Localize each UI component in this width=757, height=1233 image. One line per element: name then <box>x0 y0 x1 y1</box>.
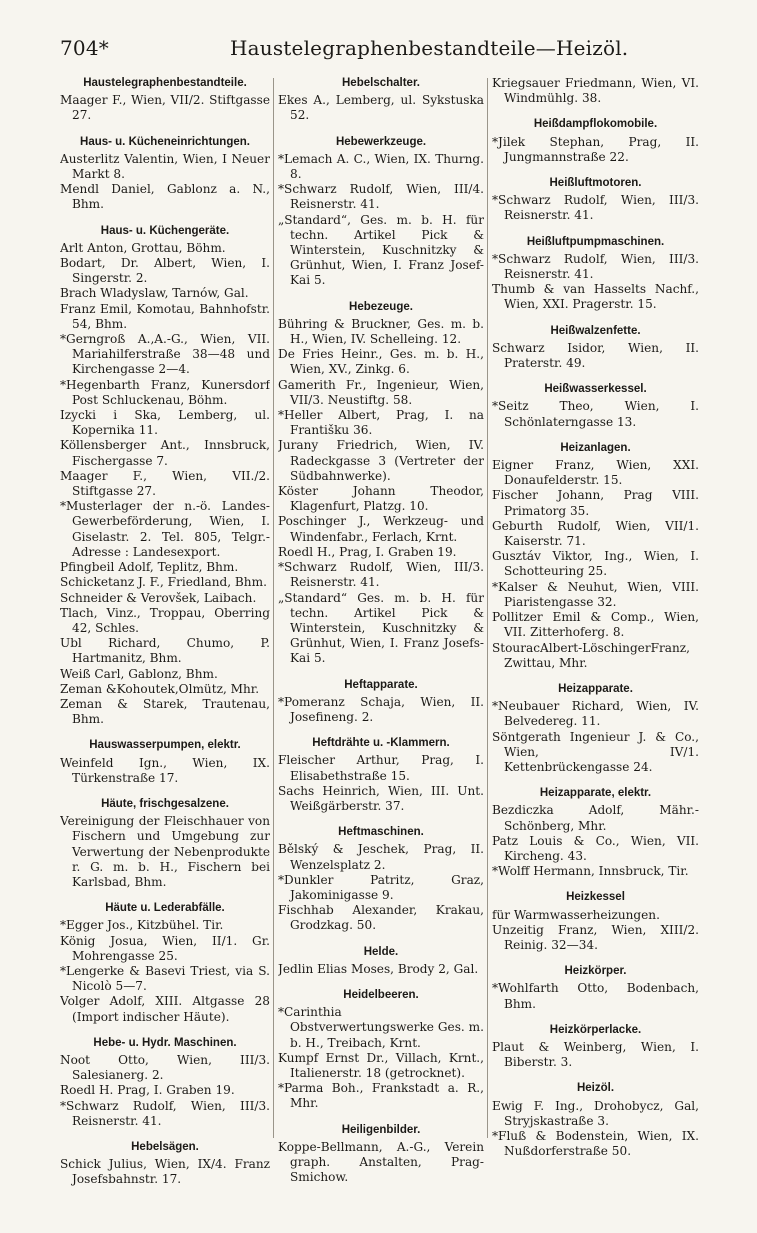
section-heading: Heißluftpumpmaschinen. <box>526 235 665 248</box>
directory-entry: Ewig F. Ing., Drohobycz, Gal, Stryjskastraße 3. <box>492 1098 699 1128</box>
directory-section <box>278 945 484 977</box>
directory-entry: Schwarz Isidor, Wien, II. Praterstr. 49. <box>492 340 699 371</box>
directory-section <box>492 324 699 372</box>
directory-section <box>278 825 484 933</box>
directory-entry: Söntgerath Ingenieur J. & Co., Wien, IV/1. Kettenbrückengasse 24. <box>492 729 699 774</box>
directory-entry: Schick Julius, Wien, IX/4. Franz Josefsbahnstr. 17. <box>60 1157 270 1187</box>
section-heading: Heizkessel <box>566 891 625 904</box>
directory-entry: Zeman &Kohoutek,Olmütz, Mhr. <box>60 681 260 696</box>
directory-section <box>60 901 270 1025</box>
directory-entry: *Seitz Theo, Wien, I. Schönlaterngasse 13. <box>492 399 699 429</box>
section-heading: Häute u. Lederabfälle. <box>105 902 225 915</box>
directory-section <box>278 678 484 726</box>
section-heading: Heißdampflokomobile. <box>533 118 658 131</box>
directory-entry: Arlt Anton, Grottau, Böhm. <box>60 240 226 255</box>
column-1 <box>60 76 270 1216</box>
directory-section <box>492 235 699 313</box>
section-heading: Hebewerkzeuge. <box>335 135 427 148</box>
directory-entry: *Wolff Hermann, Innsbruck, Tir. <box>492 864 689 879</box>
directory-entry: Patz Louis & Co., Wien, VII. Kircheng. 43. <box>492 833 699 863</box>
directory-entry: *Schwarz Rudolf, Wien, III/3. Reisnerstr. 41. <box>60 1098 270 1128</box>
section-heading: Hebe- u. Hydr. Maschinen. <box>93 1036 237 1049</box>
directory-section <box>278 736 484 814</box>
directory-section <box>60 738 270 786</box>
directory-entry: für Warmwasserheizungen. <box>492 907 660 922</box>
section-heading: Heißwalzenfette. <box>550 324 641 337</box>
directory-section <box>60 76 270 124</box>
directory-entry: Vereinigung der Fleischhauer von Fischern und Umgebung zur Verwertung der Nebenprodukte r. G. m. b. H., Fischern bei Karlsbad, Bhm. <box>60 814 270 889</box>
directory-section <box>492 890 699 953</box>
directory-entry: *Parma Boh., Frankstadt a. R., Mhr. <box>278 1081 484 1111</box>
section-heading: Heidelbeeren. <box>343 988 419 1001</box>
column-2 <box>278 76 484 1216</box>
section-heading: Helde. <box>363 945 399 958</box>
section-heading: Heizapparate, elektr. <box>539 787 652 800</box>
directory-section <box>492 76 699 106</box>
directory-entry: *Schwarz Rudolf, Wien, III/4. Reisnerstr. 41. <box>278 182 484 212</box>
section-heading: Heizkörper. <box>564 965 627 978</box>
directory-entry: Kriegsauer Friedmann, Wien, VI. Windmühlg. 38. <box>492 76 699 106</box>
directory-entry: De Fries Heinr., Ges. m. b. H., Wien, XV., Zinkg. 6. <box>278 347 484 377</box>
directory-section <box>60 1036 270 1129</box>
directory-entry: Fischer Johann, Prag VIII. Primatorg 35. <box>492 488 699 518</box>
section-heading: Hebelsägen. <box>131 1141 199 1153</box>
directory-entry: Bodart, Dr. Albert, Wien, I. Singerstr. 2. <box>60 256 270 286</box>
directory-entry: Schicketanz J. F., Friedland, Bhm. <box>60 575 267 590</box>
directory-entry: Tlach, Vinz., Troppau, Oberring 42, Schles. <box>60 605 270 635</box>
directory-entry: *Neubauer Richard, Wien, IV. Belvedereg. 11. <box>492 699 699 729</box>
directory-entry: *Dunkler Patritz, Graz, Jakominigasse 9. <box>278 872 484 902</box>
page-number: 704* <box>60 36 109 60</box>
section-heading: Heftdrähte u. -Klammern. <box>312 737 450 750</box>
directory-entry: Volger Adolf, XIII. Altgasse 28 (Import indischer Häute). <box>60 994 270 1024</box>
directory-section <box>492 117 699 165</box>
directory-entry: *Kalser & Neuhut, Wien, VIII. Piaristengasse 32. <box>492 579 699 609</box>
directory-entry: Sachs Heinrich, Wien, III. Unt. Weißgärberstr. 37. <box>278 783 484 813</box>
directory-entry: *Hegenbarth Franz, Kunersdorf Post Schluckenau, Böhm. <box>60 377 270 407</box>
directory-section <box>60 1140 270 1188</box>
directory-section <box>492 1023 699 1071</box>
section-heading: Haus- u. Küchengeräte. <box>100 224 230 237</box>
directory-entry: „Standard“, Ges. m. b. H. für techn. Artikel Pick & Winterstein, Kuschnitzky & Grünhut, Wien, I. Franz Josef-Kai 5. <box>278 212 484 288</box>
directory-entry: Fleischer Arthur, Prag, I. Elisabethstraße 15. <box>278 753 484 783</box>
section-heading: Heißluftmotoren. <box>549 177 642 190</box>
section-heading: Hebezeuge. <box>349 300 413 313</box>
section-heading: Heißwasserkessel. <box>544 383 647 396</box>
directory-section <box>492 382 699 430</box>
directory-section <box>492 682 699 775</box>
column-divider <box>487 78 488 1138</box>
directory-entry: Bělský & Jeschek, Prag, II. Wenzelsplatz 2. <box>278 842 484 872</box>
section-heading: Heftapparate. <box>344 678 418 691</box>
directory-entry: Thumb & van Hasselts Nachf., Wien, XXI. Pragerstr. 15. <box>492 282 699 312</box>
directory-section <box>278 1123 484 1186</box>
directory-entry: Izycki i Ska, Lemberg, ul. Kopernika 11. <box>60 408 270 438</box>
directory-section <box>492 441 699 671</box>
directory-entry: Weiß Carl, Gablonz, Bhm. <box>60 666 218 681</box>
directory-entry: Bezdiczka Adolf, Mähr.-Schönberg, Mhr. <box>492 803 699 833</box>
directory-entry: Eigner Franz, Wien, XXI. Donaufelderstr. 15. <box>492 458 699 488</box>
section-heading: Heizkörperlacke. <box>549 1023 642 1036</box>
directory-entry: Pollitzer Emil & Comp., Wien, VII. Zitterhoferg. 8. <box>492 610 699 640</box>
section-heading: Hauswasserpumpen, elektr. <box>89 739 241 752</box>
directory-entry: Ekes A., Lemberg, ul. Sykstuska 52. <box>278 93 484 123</box>
section-heading: Hebelschalter. <box>342 77 420 89</box>
directory-entry: Schneider & Verovšek, Laibach. <box>60 590 257 605</box>
section-heading: Heizapparate. <box>558 682 633 695</box>
directory-entry: Brach Wladyslaw, Tarnów, Gal. <box>60 286 249 301</box>
directory-entry: Gamerith Fr., Ingenieur, Wien, VII/3. Neustiftg. 58. <box>278 377 484 407</box>
directory-entry: Mendl Daniel, Gablonz a. N., Bhm. <box>60 182 270 212</box>
directory-entry: Kumpf Ernst Dr., Villach, Krnt., Italienerstr. 18 (getrocknet). <box>278 1050 484 1080</box>
directory-section <box>278 135 484 289</box>
directory-entry: StouracAlbert-LöschingerFranz, Zwittau, Mhr. <box>492 640 691 670</box>
directory-entry: Bühring & Bruckner, Ges. m. b. H., Wien, IV. Schelleing. 12. <box>278 316 484 347</box>
section-heading: Häute, frischgesalzene. <box>101 797 229 810</box>
directory-entry: Franz Emil, Komotau, Bahnhofstr. 54, Bhm. <box>60 301 270 331</box>
column-divider <box>273 78 274 1138</box>
directory-section <box>492 786 699 879</box>
directory-entry: König Josua, Wien, II/1. Gr. Mohrengasse 25. <box>60 933 270 963</box>
directory-entry: Köllensberger Ant., Innsbruck, Fischergasse 7. <box>60 438 270 468</box>
directory-entry: „Standard“ Ges. m. b. H. für techn. Artikel Pick & Winterstein, Kuschnitzky & Grünhut, Wien, I. Franz Josefs-Kai 5. <box>278 590 484 666</box>
directory-entry: Jurany Friedrich, Wien, IV. Radeckgasse 3 (Vertreter der Südbahnwerke). <box>278 438 484 483</box>
directory-entry: *Schwarz Rudolf, Wien, III/3. Reisnerstr. 41. <box>278 560 484 590</box>
directory-entry: Austerlitz Valentin, Wien, I Neuer Markt 8. <box>60 151 270 182</box>
directory-entry: Weinfeld Ign., Wien, IX. Türkenstraße 17. <box>60 755 270 785</box>
section-heading: Heizöl. <box>576 1082 615 1095</box>
page-header <box>60 34 700 64</box>
directory-entry: *Pomeranz Schaja, Wien, II. Josefineng. 2. <box>278 694 484 724</box>
directory-section <box>492 176 699 224</box>
directory-section <box>60 224 270 728</box>
column-3 <box>492 76 699 1216</box>
running-title: Haustelegraphenbestandteile—Heizöl. <box>230 36 629 60</box>
directory-entry: *Schwarz Rudolf, Wien, III/3. Reisnerstr. 41. <box>492 251 699 282</box>
directory-section <box>278 300 484 667</box>
directory-entry: *Gerngroß A.,A.-G., Wien, VII. Mariahilferstraße 38—48 und Kirchengasse 2—4. <box>60 332 270 377</box>
directory-entry: *Jilek Stephan, Prag, II. Jungmannstraße 22. <box>492 134 699 164</box>
directory-entry: Zeman & Starek, Trautenau, Bhm. <box>60 696 270 727</box>
directory-entry: Roedl H. Prag, I. Graben 19. <box>60 1083 235 1098</box>
section-heading: Heizanlagen. <box>560 441 631 454</box>
directory-entry: *Schwarz Rudolf, Wien, III/3. Reisnerstr. 41. <box>492 193 699 223</box>
directory-entry: Pfingbeil Adolf, Teplitz, Bhm. <box>60 560 239 575</box>
directory-entry: Ubl Richard, Chumo, P. Hartmanitz, Bhm. <box>60 636 270 666</box>
directory-entry: Maager F., Wien, VII./2. Stiftgasse 27. <box>60 468 270 499</box>
directory-entry: *Lemach A. C., Wien, IX. Thurng. 8. <box>278 151 484 182</box>
directory-entry: *Heller Albert, Prag, I. na Františku 36. <box>278 408 484 438</box>
directory-entry: Fischhab Alexander, Krakau, Grodzkag. 50. <box>278 903 484 933</box>
directory-entry: Unzeitig Franz, Wien, XIII/2. Reinig. 32—34. <box>492 922 699 952</box>
directory-entry: Köster Johann Theodor, Klagenfurt, Platzg. 10. <box>278 484 484 514</box>
directory-entry: Maager F., Wien, VII/2. Stiftgasse 27. <box>60 93 270 123</box>
directory-entry: Geburth Rudolf, Wien, VII/1. Kaiserstr. 71. <box>492 518 699 549</box>
directory-section <box>60 135 270 213</box>
directory-entry: *Lengerke & Basevi Triest, via S. Nicolò 5—7. <box>60 963 270 994</box>
directory-entry: Noot Otto, Wien, III/3. Salesianerg. 2. <box>60 1052 270 1083</box>
directory-entry: Plaut & Weinberg, Wien, I. Biberstr. 3. <box>492 1039 699 1070</box>
section-heading: Heftmaschinen. <box>338 826 424 839</box>
section-heading: Heiligenbilder. <box>341 1123 421 1136</box>
directory-section <box>278 988 484 1112</box>
directory-section <box>492 1081 699 1159</box>
directory-entry: Poschinger J., Werkzeug- und Windenfabr., Ferlach, Krnt. <box>278 514 484 544</box>
directory-entry: *Wohlfarth Otto, Bodenbach, Bhm. <box>492 981 699 1011</box>
directory-entry: *Egger Jos., Kitzbühel. Tir. <box>60 918 224 933</box>
directory-entry: Gusztáv Viktor, Ing., Wien, I. Schotteuring 25. <box>492 549 699 579</box>
section-heading: Haustelegraphenbestandteile. <box>83 77 247 89</box>
directory-section <box>278 76 484 124</box>
section-heading: Haus- u. Kücheneinrichtungen. <box>80 135 250 148</box>
directory-entry: Roedl H., Prag, I. Graben 19. <box>278 544 457 559</box>
directory-entry: Koppe-Bellmann, A.-G., Verein graph. Anstalten, Prag-Smichow. <box>278 1139 484 1185</box>
directory-entry: *Fluß & Bodenstein, Wien, IX. Nußdorferstraße 50. <box>492 1128 699 1159</box>
directory-section <box>492 964 699 1012</box>
directory-entry: Jedlin Elias Moses, Brody 2, Gal. <box>278 961 479 976</box>
directory-entry: *Musterlager der n.-ö. Landes-Gewerbeförderung, Wien, I. Giselastr. 2. Tel. 805, Telgr.-Adresse : Landesexport. <box>60 499 270 559</box>
directory-section <box>60 797 270 890</box>
directory-entry: *Carinthia Obstverwertungswerke Ges. m. b. H., Treibach, Krnt. <box>278 1005 484 1050</box>
